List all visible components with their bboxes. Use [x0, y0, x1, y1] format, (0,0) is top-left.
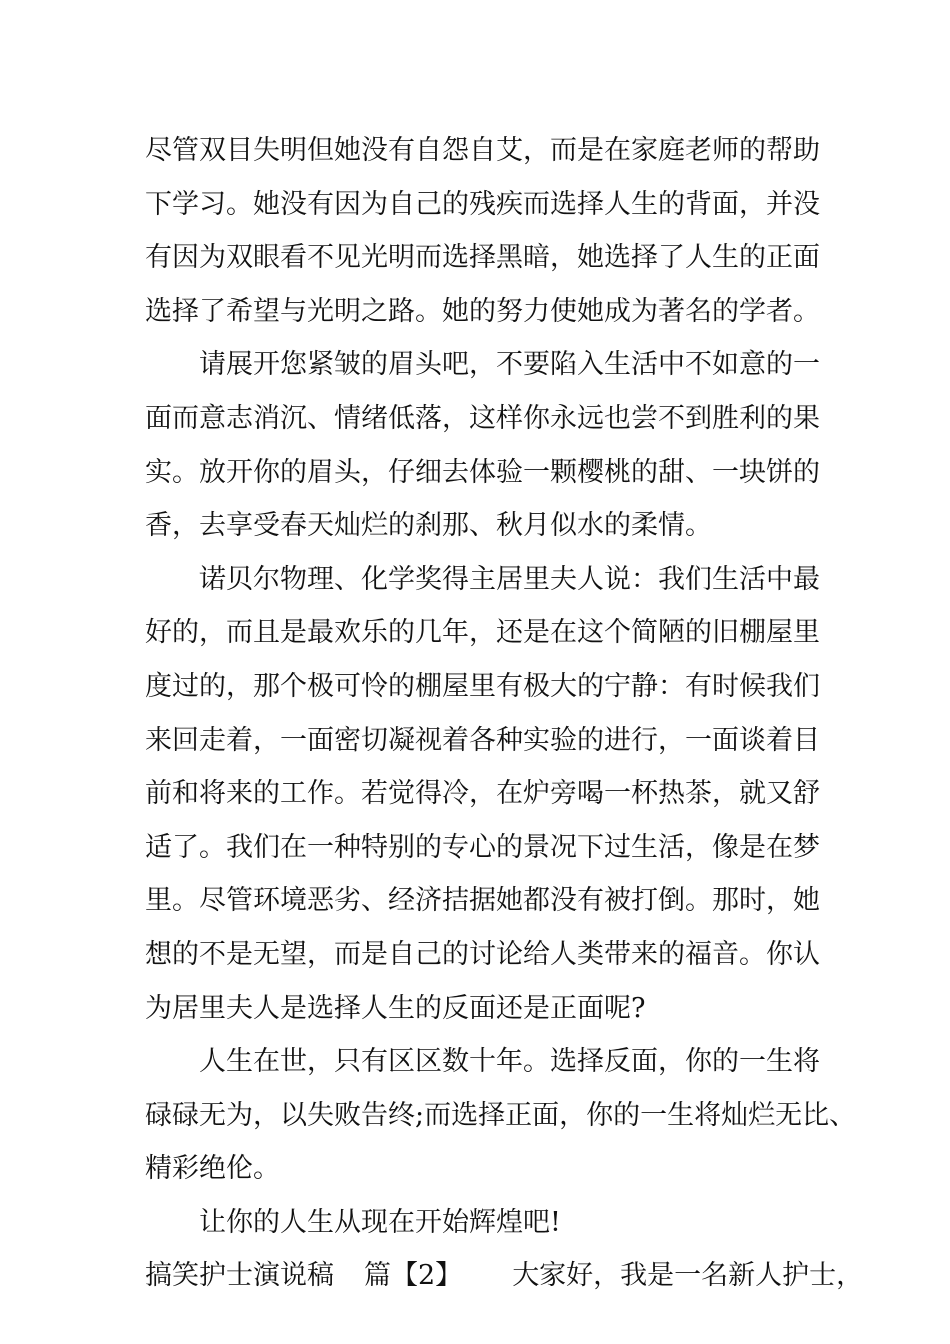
paragraph-line: 香，去享受春天灿烂的刹那、秋月似水的柔情。: [145, 510, 712, 542]
paragraph-line: 碌碌无为，以失败告终;而选择正面，你的一生将灿烂无比、: [145, 1099, 857, 1131]
document-body: [145, 124, 864, 1303]
paragraph-line: 下学习。她没有因为自己的残疾而选择人生的背面，并没: [145, 188, 820, 220]
paragraph-line: 实。放开你的眉头，仔细去体验一颗樱桃的甜、一块饼的: [145, 456, 820, 488]
paragraph-line: 尽管双目失明但她没有自怨自艾，而是在家庭老师的帮助: [145, 135, 820, 166]
paragraph-line: 里。尽管环境恶劣、经济拮据她都没有被打倒。那时，她: [145, 885, 820, 917]
paragraph-line: 精彩绝伦。: [145, 1153, 280, 1185]
paragraph-line: 面而意志消沉、情绪低落，这样你永远也尝不到胜利的果: [145, 402, 820, 434]
paragraph-line: 让你的人生从现在开始辉煌吧!: [199, 1206, 561, 1238]
section-label: 篇【2】: [364, 1260, 463, 1292]
paragraph-line: 人生在世，只有区区数十年。选择反面，你的一生将: [199, 1046, 820, 1078]
paragraph-line: 有因为双眼看不见光明而选择黑暗，她选择了人生的正面: [145, 242, 820, 274]
paragraph-line: 为居里夫人是选择人生的反面还是正面呢?: [145, 992, 646, 1024]
paragraph-line: 适了。我们在一种特别的专心的景况下过生活，像是在梦: [145, 831, 820, 863]
speech-title: 搞笑护士演说稿: [145, 1260, 334, 1292]
paragraph-line: 度过的，那个极可怜的棚屋里有极大的宁静：有时候我们: [145, 670, 820, 702]
paragraph-line: 请展开您紧皱的眉头吧，不要陷入生活中不如意的一: [199, 349, 820, 381]
paragraph-line: 前和将来的工作。若觉得冷，在炉旁喝一杯热茶，就又舒: [145, 778, 820, 810]
paragraph-line: 诺贝尔物理、化学奖得主居里夫人说：我们生活中最: [199, 563, 820, 595]
paragraph-line: 选择了希望与光明之路。她的努力使她成为著名的学者。: [145, 295, 820, 327]
heading-line: [145, 1249, 864, 1303]
paragraph-line: 来回走着，一面密切凝视着各种实验的进行，一面谈着目: [145, 724, 820, 756]
paragraph-line: 想的不是无望，而是自己的讨论给人类带来的福音。你认: [145, 938, 820, 970]
paragraph-line: 好的，而且是最欢乐的几年，还是在这个简陋的旧棚屋里: [145, 617, 820, 649]
opening-text: 大家好，我是一名新人护士，: [512, 1260, 864, 1292]
